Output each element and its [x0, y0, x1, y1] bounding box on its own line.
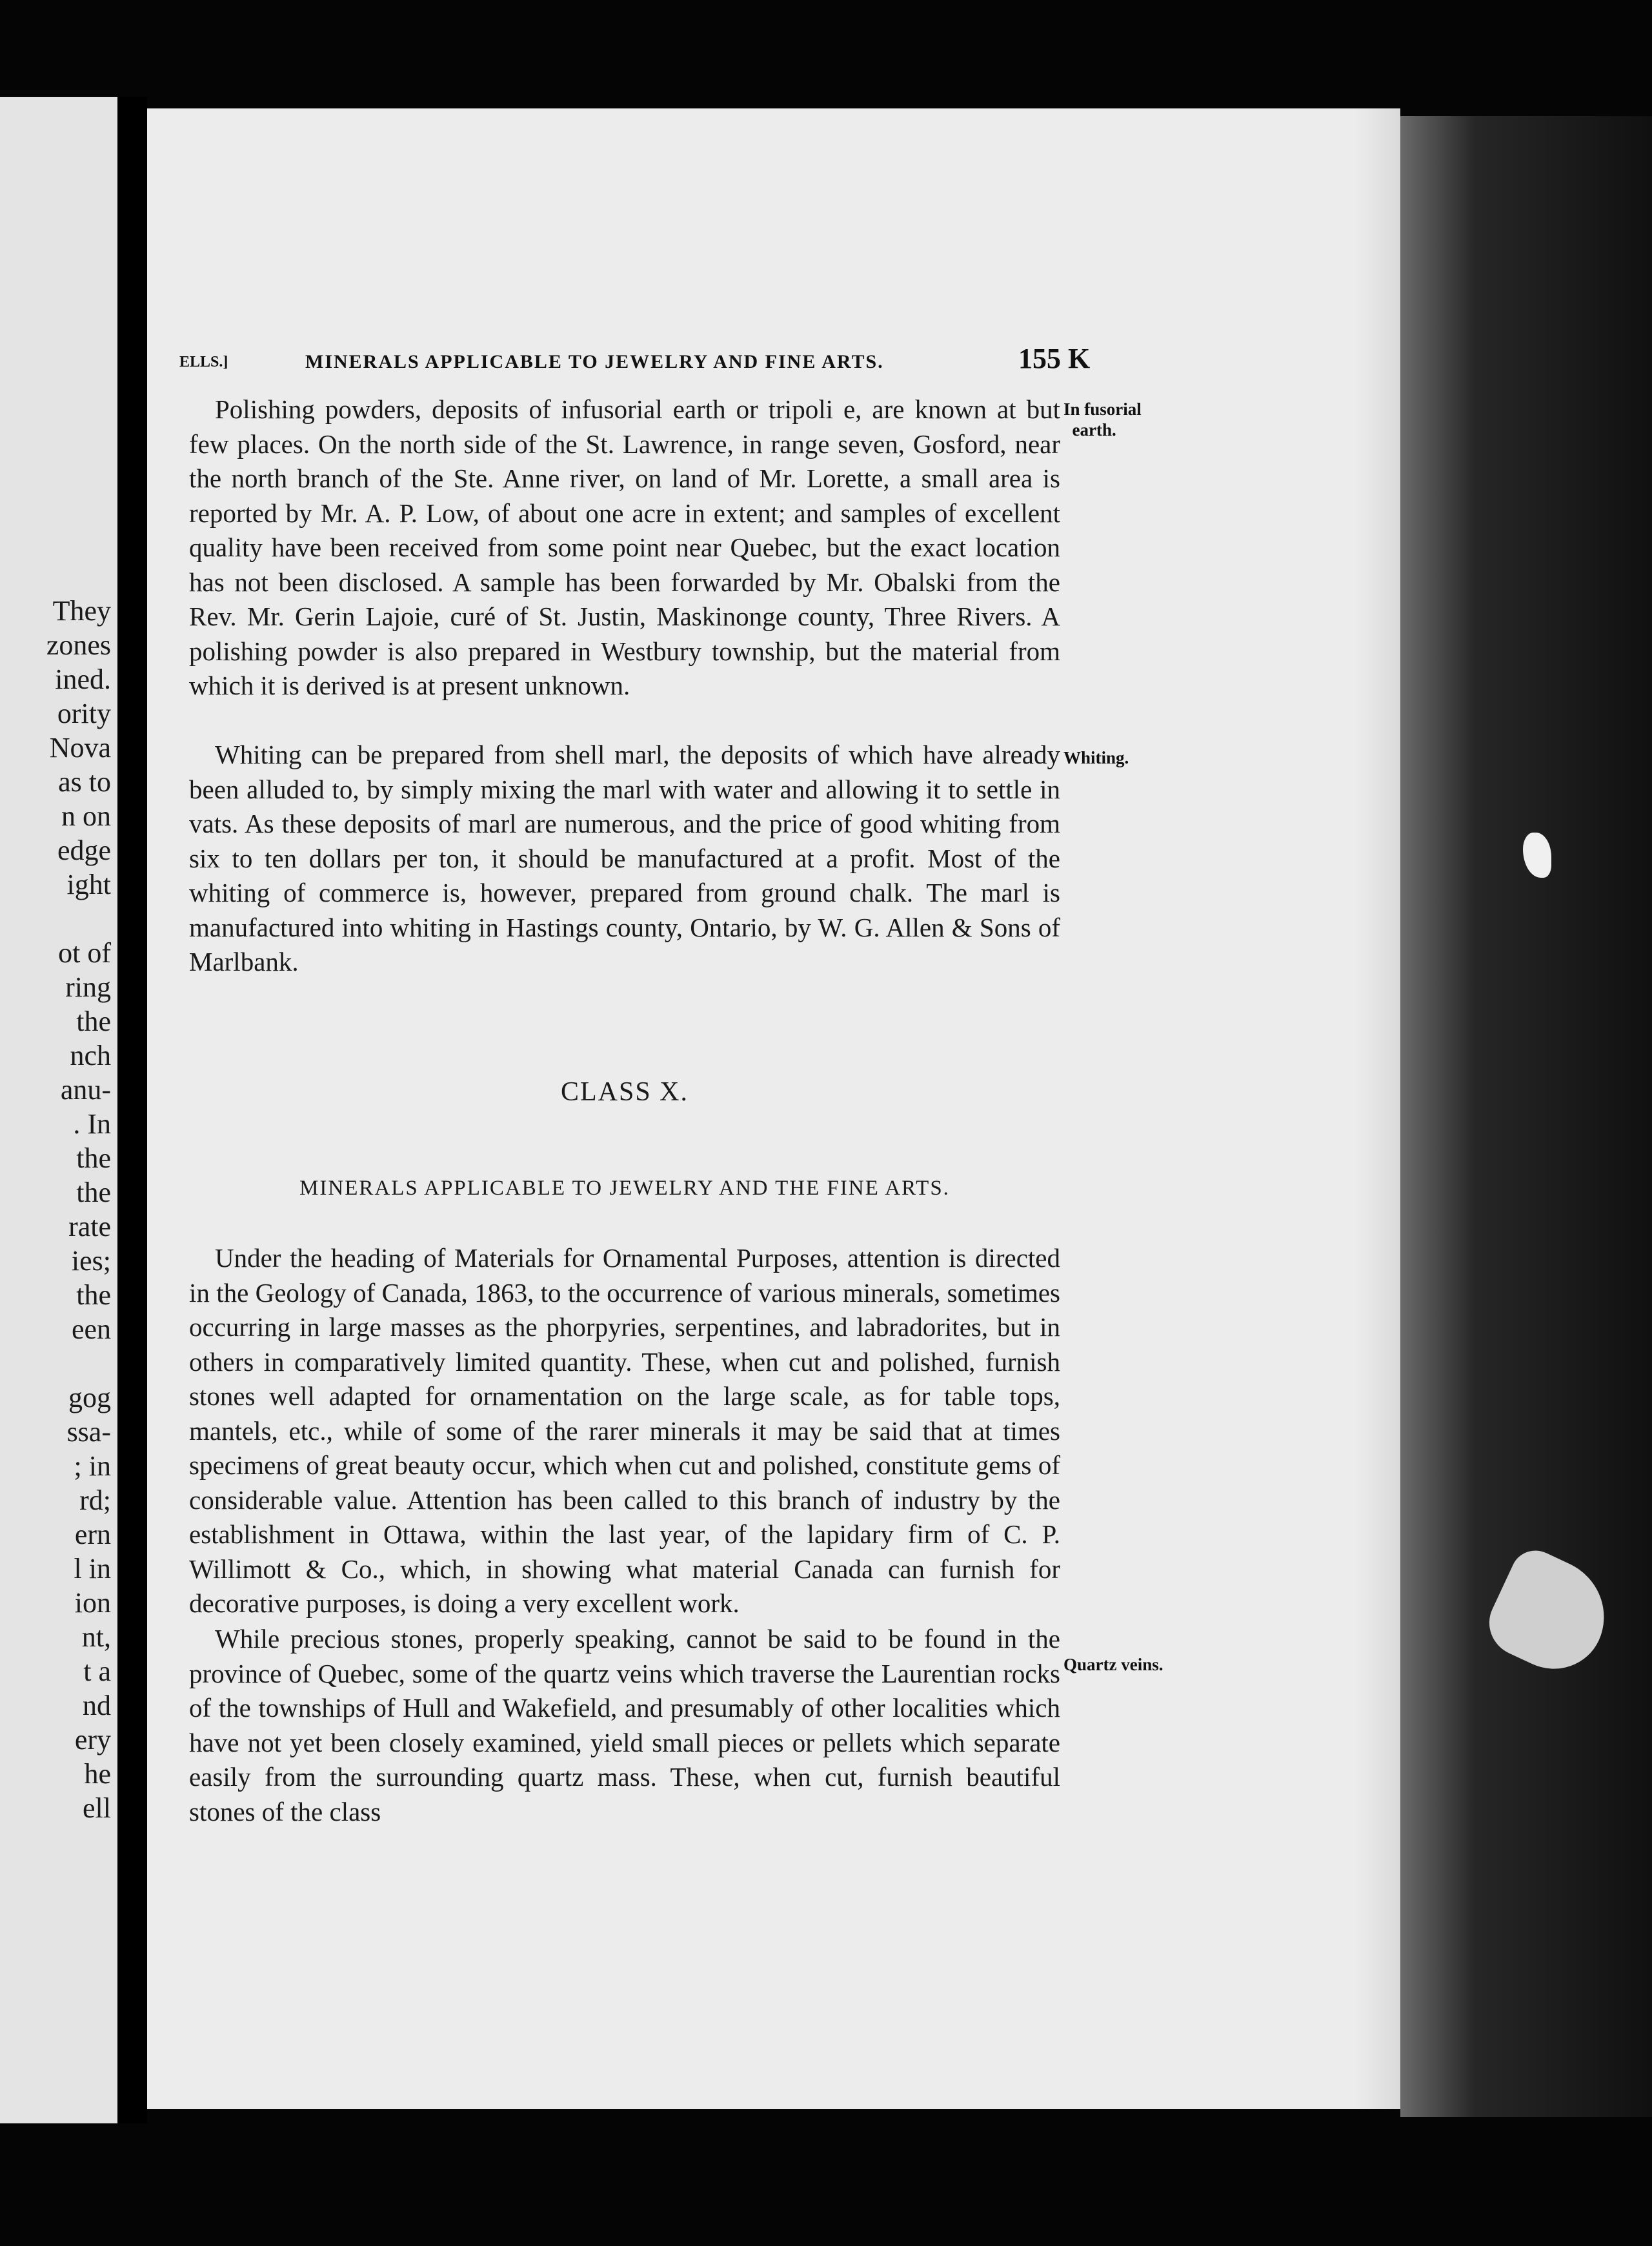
book-gutter — [117, 97, 147, 2123]
paragraph-ornamental-materials: Under the heading of Materials for Ornamental Purposes, attention is directed in the Geology of Canada, 1863, to the occurrence of various minerals, sometimes occurring in large masses as the phorpyries, serpentines, and labradorites, but in others in comparatively limited quantity. These, when cut and polished, furnish stones well adapted for ornamentation on the large scale, as for table tops, mantels, etc., while of some of the rarer minerals it may be said that at times specimens of great beauty occur, which when cut and polished, constitute gems of considerable value. Attention has been called to this branch of industry by the establishment in Ottawa, within the last year, of the lapidary firm of C. P. Willimott & Co., which, in showing what material Canada can furnish for decorative purposes, is doing a very excellent work. — [189, 1243, 1060, 1618]
section-subheading: MINERALS APPLICABLE TO JEWELRY AND THE FINE ARTS. — [299, 1177, 950, 1200]
paragraph-quartz-veins: While precious stones, properly speaking, cannot be said to be found in the province of Quebec, some of the quartz veins which traverse the Laurentian rocks of the townships of Hull and Wakefield, and presumably of other localities which have not yet been closely examined, yield small pieces or pellets which separate easily from the surrounding quartz mass. These, when cut, furnish beautiful stones of the class — [189, 1624, 1060, 1826]
adjacent-page-edge — [0, 97, 117, 2123]
running-header — [179, 342, 1225, 381]
margin-note-infusorial-earth: In fusorial earth. — [1063, 400, 1142, 440]
adjacent-page-text: They zones ined. ority Nova as to n on edge ight ot of ring the nch anu- . In the the rate ies; the een gog ssa- ; in rd; ern l in ion nt, t a nd ery he ell — [46, 595, 111, 1824]
page-number: 155 K — [1018, 343, 1091, 374]
paragraph-polishing-powders: Polishing powders, deposits of infusorial earth or tripoli e, are known at but few places. On the north side of the St. Lawrence, in range seven, Gosford, near the north branch of the Ste. Anne river, on land of Mr. Lorette, a small area is reported by Mr. A. P. Low, of about one acre in extent; and samples of excellent quality have been received from some point near Quebec, but the exact location has not been disclosed. A sample has been forwarded by Mr. Obalski from the Rev. Mr. Gerin Lajoie, curé of St. Justin, Maskinonge county, Three Rivers. A polishing powder is also prepared in Westbury township, but the material from which it is derived is at present unknown. — [189, 394, 1060, 700]
margin-note-whiting: Whiting. — [1063, 748, 1129, 767]
dark-background — [1400, 116, 1652, 2117]
header-author-tag: ELLS.] — [179, 354, 228, 370]
paragraph-whiting: Whiting can be prepared from shell marl, the deposits of which have already been alluded to, by simply mixing the marl with water and allowing it to settle in vats. As these deposits of marl are numerous, and the price of good whiting from six to ten dollars per ton, it should be manufactured at a profit. Most of the whiting of commerce is, however, prepared from ground chalk. The marl is manufactured into whiting in Hastings county, Ontario, by W. G. Allen & Sons of Marlbank. — [189, 740, 1060, 976]
header-title: MINERALS APPLICABLE TO JEWELRY AND FINE ARTS. — [305, 351, 884, 372]
margin-note-quartz-veins: Quartz veins. — [1063, 1655, 1163, 1674]
section-heading-class: CLASS X. — [560, 1077, 689, 1107]
document-page — [147, 108, 1400, 2109]
